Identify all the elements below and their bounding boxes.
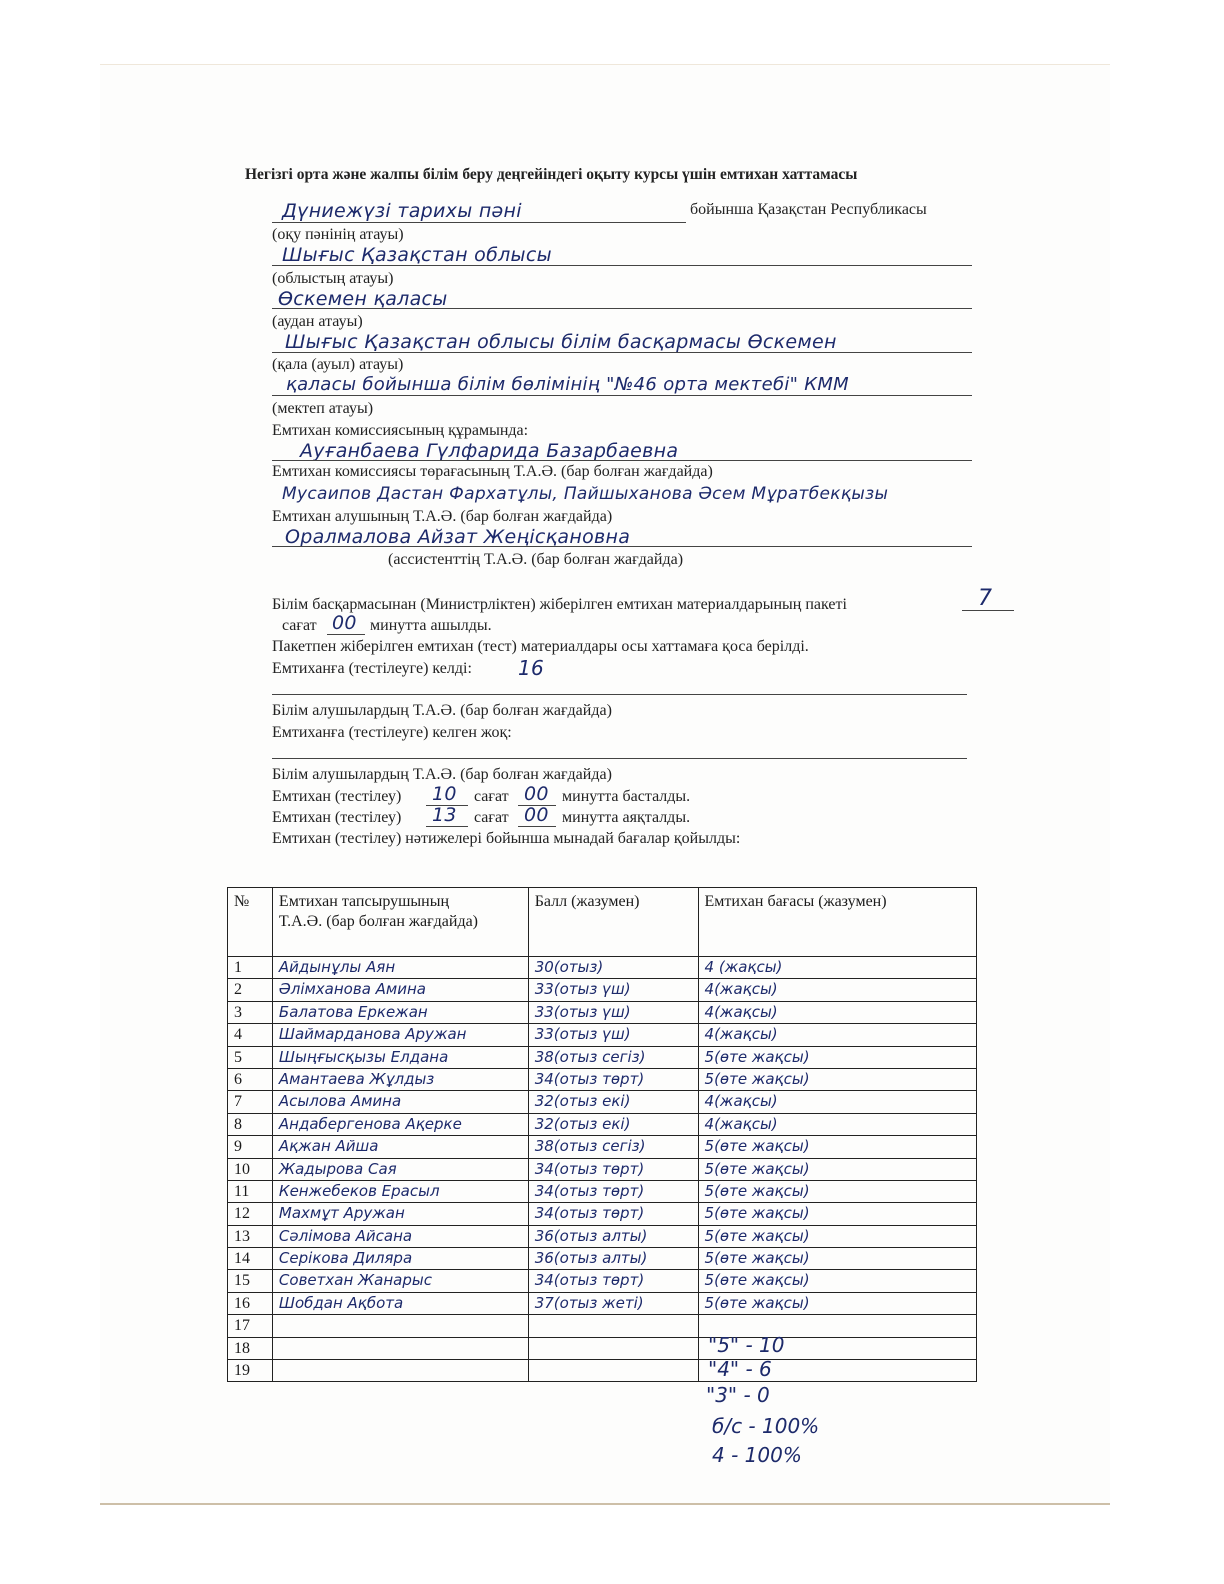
score: 33(отыз үш)	[528, 1001, 698, 1023]
table-row	[228, 1180, 977, 1202]
table-row	[228, 1024, 977, 1046]
table-row	[228, 1292, 977, 1314]
table-row	[228, 1113, 977, 1135]
student-name: Советхан Жанарыс	[272, 1270, 528, 1292]
subject-caption: (оқу пәнінің атауы)	[272, 226, 404, 243]
score: 33(отыз үш)	[528, 1024, 698, 1046]
note-quality: б/с - 100%	[712, 1414, 820, 1438]
results-table-body	[228, 888, 977, 1382]
grade: 5(өте жақсы)	[698, 1136, 976, 1158]
attended-line	[272, 694, 967, 695]
end-minute: 00	[524, 804, 549, 826]
results-table	[227, 887, 977, 1382]
header-number: №	[228, 888, 273, 957]
score	[528, 1360, 698, 1382]
end-hour-line	[426, 826, 468, 827]
row-number: 11	[228, 1180, 273, 1202]
row-number: 2	[228, 979, 273, 1001]
student-name: Амантаева Жұлдыз	[272, 1068, 528, 1090]
attended-value: 16	[518, 656, 545, 680]
student-name: Махмұт Аружан	[272, 1203, 528, 1225]
grade: 4(жақсы)	[698, 979, 976, 1001]
row-number: 4	[228, 1024, 273, 1046]
grade: 4(жақсы)	[698, 1091, 976, 1113]
subject-handwritten: Дүниежүзі тарихы пәні	[282, 200, 522, 222]
package-hour-label: сағат	[282, 617, 317, 634]
district-caption: (аудан атауы)	[272, 313, 363, 330]
region-handwritten: Шығыс Қазақстан облысы	[282, 244, 552, 266]
row-number: 17	[228, 1315, 273, 1337]
row-number: 13	[228, 1225, 273, 1247]
table-row	[228, 979, 977, 1001]
package-hour: 7	[978, 586, 993, 611]
note-grade-4: "4" - 6	[708, 1357, 772, 1381]
grade: 5(өте жақсы)	[698, 1046, 976, 1068]
student-name: Сәлімова Айсана	[272, 1225, 528, 1247]
document-title: Негізгі орта және жалпы білім беру деңгейіндегі оқыту курсы үшін емтихан хаттамасы	[245, 166, 858, 183]
grade: 5(өте жақсы)	[698, 1068, 976, 1090]
score: 32(отыз екі)	[528, 1091, 698, 1113]
student-name: Жадырова Сая	[272, 1158, 528, 1180]
start-before: Емтихан (тестілеу)	[272, 788, 402, 805]
score: 34(отыз төрт)	[528, 1180, 698, 1202]
student-name	[272, 1315, 528, 1337]
subject-suffix: бойынша Қазақстан Республикасы	[690, 201, 927, 218]
end-after: минутта аяқталды.	[562, 809, 691, 826]
note-grade-5: "5" - 10	[708, 1333, 785, 1357]
end-before: Емтихан (тестілеу)	[272, 809, 402, 826]
score: 32(отыз екі)	[528, 1113, 698, 1135]
table-row	[228, 1091, 977, 1113]
student-name: Айдынұлы Аян	[272, 957, 528, 979]
score: 33(отыз үш)	[528, 979, 698, 1001]
row-number: 14	[228, 1248, 273, 1270]
table-row	[228, 1136, 977, 1158]
score: 34(отыз төрт)	[528, 1158, 698, 1180]
district-line	[272, 308, 972, 309]
assistant-handwritten: Оралмалова Айзат Жеңісқановна	[285, 526, 631, 548]
start-middle: сағат	[474, 788, 509, 805]
grade: 5(өте жақсы)	[698, 1248, 976, 1270]
row-number: 3	[228, 1001, 273, 1023]
student-name: Асылова Амина	[272, 1091, 528, 1113]
student-name: Ақжан Айша	[272, 1136, 528, 1158]
score: 34(отыз төрт)	[528, 1270, 698, 1292]
score: 34(отыз төрт)	[528, 1068, 698, 1090]
header-grade: Емтихан бағасы (жазумен)	[698, 888, 976, 957]
chair-line	[272, 460, 972, 461]
row-number: 19	[228, 1360, 273, 1382]
school-handwritten: қаласы бойынша білім бөлімінің "№46 орта мектебі" КММ	[286, 374, 850, 395]
student-name: Шаймарданова Аружан	[272, 1024, 528, 1046]
city-handwritten: Шығыс Қазақстан облысы білім басқармасы Өскемен	[285, 331, 837, 353]
attached-text: Пакетпен жіберілген емтихан (тест) материалдары осы хаттамаға қоса берілді.	[272, 638, 809, 655]
table-row	[228, 1046, 977, 1068]
score	[528, 1315, 698, 1337]
package-text: Білім басқармасынан (Министрліктен) жіберілген емтихан материалдарының пакеті	[272, 596, 847, 613]
start-after: минутта басталды.	[562, 788, 691, 805]
grade: 4(жақсы)	[698, 1113, 976, 1135]
score: 38(отыз сегіз)	[528, 1136, 698, 1158]
table-row	[228, 1158, 977, 1180]
row-number: 10	[228, 1158, 273, 1180]
school-line	[272, 395, 972, 396]
student-name: Кенжебеков Ерасыл	[272, 1180, 528, 1202]
row-number: 15	[228, 1270, 273, 1292]
table-row	[228, 1337, 977, 1359]
absent-line	[272, 758, 967, 759]
members-handwritten: Мусаипов Дастан Фархатұлы, Пайшыханова Әсем Мұратбекқызы	[282, 484, 889, 504]
row-number: 8	[228, 1113, 273, 1135]
table-row	[228, 1203, 977, 1225]
start-hour: 10	[432, 783, 457, 805]
grade: 5(өте жақсы)	[698, 1180, 976, 1202]
table-row	[228, 957, 977, 979]
end-minute-line	[518, 826, 556, 827]
grade: 4 (жақсы)	[698, 957, 976, 979]
score: 36(отыз алты)	[528, 1248, 698, 1270]
chair-handwritten: Ауғанбаева Гүлфарида Базарбаевна	[300, 440, 679, 462]
region-caption: (облыстың атауы)	[272, 270, 394, 287]
package-minute-label: минутта ашылды.	[370, 617, 492, 634]
attended-label: Емтиханға (тестілеуге) келді:	[272, 660, 472, 677]
row-number: 12	[228, 1203, 273, 1225]
student-name: Әлімханова Амина	[272, 979, 528, 1001]
table-header-row	[228, 888, 977, 957]
note-grade-3: "3" - 0	[706, 1383, 770, 1407]
student-name: Шобдан Ақбота	[272, 1292, 528, 1314]
start-minute: 00	[524, 783, 549, 805]
row-number: 18	[228, 1337, 273, 1359]
score: 30(отыз)	[528, 957, 698, 979]
header-score: Балл (жазумен)	[528, 888, 698, 957]
note-success: 4 - 100%	[712, 1443, 802, 1467]
members-caption: Емтихан алушының Т.А.Ә. (бар болған жағдайда)	[272, 508, 613, 525]
commission-label: Емтихан комиссиясының құрамында:	[272, 422, 529, 439]
score: 36(отыз алты)	[528, 1225, 698, 1247]
grade: 5(өте жақсы)	[698, 1158, 976, 1180]
row-number: 9	[228, 1136, 273, 1158]
chair-caption: Емтихан комиссиясы төрағасының Т.А.Ә. (бар болған жағдайда)	[272, 463, 713, 480]
region-line	[272, 265, 972, 266]
grade: 5(өте жақсы)	[698, 1203, 976, 1225]
table-row	[228, 1360, 977, 1382]
grade: 5(өте жақсы)	[698, 1270, 976, 1292]
header-name: Емтихан тапсырушының Т.А.Ә. (бар болған жағдайда)	[272, 888, 528, 957]
row-number: 5	[228, 1046, 273, 1068]
student-name	[272, 1360, 528, 1382]
table-row	[228, 1001, 977, 1023]
grade: 4(жақсы)	[698, 1001, 976, 1023]
table-row	[228, 1270, 977, 1292]
student-name: Шыңғысқызы Елдана	[272, 1046, 528, 1068]
package-minute-line	[327, 634, 365, 635]
score: 38(отыз сегіз)	[528, 1046, 698, 1068]
district-handwritten: Өскемен қаласы	[278, 288, 448, 310]
attended-caption: Білім алушылардың Т.А.Ә. (бар болған жағдайда)	[272, 702, 612, 719]
row-number: 7	[228, 1091, 273, 1113]
student-name: Серікова Диляра	[272, 1248, 528, 1270]
city-line	[272, 352, 972, 353]
table-row	[228, 1315, 977, 1337]
package-minute: 00	[332, 612, 357, 634]
subject-line	[272, 222, 686, 223]
student-name: Андабергенова Ақерке	[272, 1113, 528, 1135]
results-label: Емтихан (тестілеу) нәтижелері бойынша мынадай бағалар қойылды:	[272, 830, 741, 847]
grade: 5(өте жақсы)	[698, 1292, 976, 1314]
grade: 5(өте жақсы)	[698, 1225, 976, 1247]
school-caption: (мектеп атауы)	[272, 400, 374, 417]
end-middle: сағат	[474, 809, 509, 826]
absent-label: Емтиханға (тестілеуге) келген жоқ:	[272, 724, 512, 741]
absent-caption: Білім алушылардың Т.А.Ә. (бар болған жағдайда)	[272, 766, 612, 783]
grade: 4(жақсы)	[698, 1024, 976, 1046]
table-row	[228, 1225, 977, 1247]
score	[528, 1337, 698, 1359]
city-caption: (қала (ауыл) атауы)	[272, 356, 404, 373]
row-number: 1	[228, 957, 273, 979]
score: 34(отыз төрт)	[528, 1203, 698, 1225]
package-hour-line	[962, 610, 1014, 611]
assistant-line	[272, 546, 972, 547]
table-row	[228, 1248, 977, 1270]
assistant-caption: (ассистенттің Т.А.Ә. (бар болған жағдайда)	[388, 551, 684, 568]
score: 37(отыз жеті)	[528, 1292, 698, 1314]
row-number: 16	[228, 1292, 273, 1314]
table-row	[228, 1068, 977, 1090]
student-name	[272, 1337, 528, 1359]
end-hour: 13	[432, 804, 457, 826]
row-number: 6	[228, 1068, 273, 1090]
student-name: Балатова Еркежан	[272, 1001, 528, 1023]
